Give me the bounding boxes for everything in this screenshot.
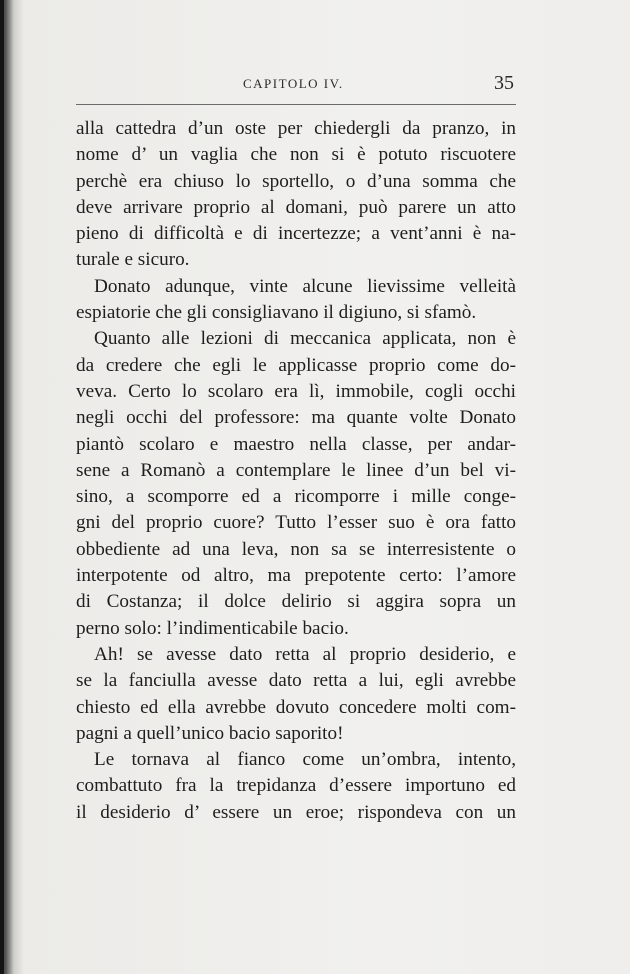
text-line: di Costanza; il dolce delirio si aggira sopra un xyxy=(76,591,516,613)
text-line: alla cattedra d’un oste per chiedergli da pranzo, in xyxy=(76,118,516,139)
text-line: perchè era chiuso lo sportello, o d’una somma che xyxy=(76,170,516,192)
text-line: negli occhi del professore: ma quante volte Donato xyxy=(76,407,516,429)
text-line: nome d’ un vaglia che non si è potuto riscuotere xyxy=(76,144,516,166)
text-line: da credere che egli le applicasse proprio come do- xyxy=(76,354,516,376)
text-line: perno solo: l’indimenticabile bacio. xyxy=(76,617,349,639)
text-line: pieno di difficoltà e di incertezze; a vent’anni è na- xyxy=(76,223,516,245)
text-line: Le tornava al fianco come un’ombra, intento, xyxy=(94,749,516,771)
text-line: obbediente ad una leva, non sa se interresistente o xyxy=(76,538,516,560)
text-line: Donato adunque, vinte alcune lievissime velleità xyxy=(94,275,516,297)
text-line: Ah! se avesse dato retta al proprio desiderio, e xyxy=(94,643,516,665)
text-line: espiatorie che gli consigliavano il digiuno, si sfamò. xyxy=(76,302,477,324)
text-line: deve arrivare proprio al domani, può parere un atto xyxy=(76,196,516,218)
page-header xyxy=(76,72,516,96)
text-line: sene a Romanò a contemplare le linee d’un bel vi- xyxy=(76,459,516,481)
text-line: Quanto alle lezioni di meccanica applicata, non è xyxy=(94,328,516,350)
text-line: il desiderio d’ essere un eroe; rispondeva con un xyxy=(76,801,516,823)
text-line: piantò scolaro e maestro nella classe, per andar- xyxy=(76,433,516,455)
page-number: 35 xyxy=(494,72,514,94)
text-line: gni del proprio cuore? Tutto l’esser suo è ora fatto xyxy=(76,512,516,534)
body-text xyxy=(76,116,516,826)
text-line: pagni a quell’unico bacio saporito! xyxy=(76,722,344,744)
text-line: veva. Certo lo scolaro era lì, immobile, cogli occhi xyxy=(76,380,516,402)
text-line: combattuto fra la trepidanza d’essere importuno ed xyxy=(76,775,516,797)
text-line: chiesto ed ella avrebbe dovuto concedere molti com- xyxy=(76,696,516,718)
page-spine-edge xyxy=(0,0,4,974)
text-line: turale e sicuro. xyxy=(76,249,190,271)
text-line: interpotente od altro, ma prepotente certo: l’amore xyxy=(76,565,516,587)
header-rule xyxy=(76,104,516,105)
running-head: CAPITOLO IV. xyxy=(243,76,344,91)
text-line: se la fanciulla avesse dato retta a lui, egli avrebbe xyxy=(76,670,516,692)
text-line: sino, a scomporre ed a ricomporre i mille conge- xyxy=(76,486,516,508)
